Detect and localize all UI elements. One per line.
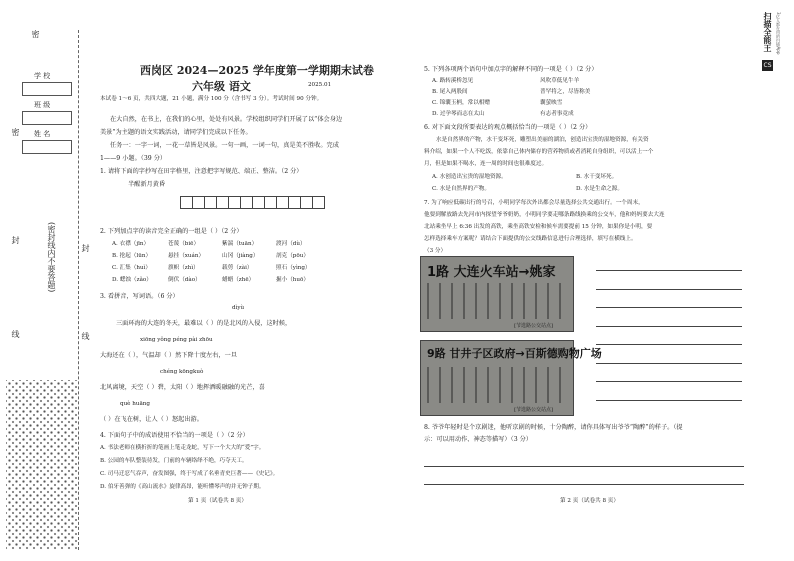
bus-route-9-title: 9路 甘井子区政府→百斯德购物广场 (427, 347, 602, 360)
name-field (22, 140, 72, 154)
question-8-answer-line-1[interactable] (424, 466, 744, 467)
question-2-option-cell: 倒伏（dào） (168, 277, 201, 283)
question-8-line-1: 8. 爷爷年轻时是个京剧迷，他听京剧的时候，十分陶醉，请你具体写出爷爷“陶醉”的样子。（提 (424, 424, 683, 431)
bus-route-9-stops (427, 367, 567, 403)
bus-route-1-title: 1路 大连火车站→姚家 (427, 265, 556, 280)
question-3-pinyin-3: chéng kōngkuò (160, 369, 204, 375)
question-2-option-cell: 掘小（huō） (276, 277, 309, 283)
question-1: 1. 请将下面的字抄写在田字格里，注意把字写规范、端正、整洁。（2 分） (100, 168, 303, 175)
question-5-option-cell: A. 路转溪桥忽见 (432, 78, 474, 84)
question-2-option-cell: D. 蟋蚀（zǎo） (112, 277, 152, 283)
scanner-watermark (760, 10, 786, 100)
question-7-answer-line[interactable] (596, 326, 742, 327)
question-7-line-1: 7. 为了响应低碳出行的号召，小明同学每次外出都会尽量选择公共交通出行。一个周末， (424, 200, 644, 206)
question-3-line-4: （ ）在飞在树，让人（ ）怒起出游。 (100, 416, 203, 423)
question-6-option-c: C. 水是自然界的产物。 (432, 186, 490, 192)
seal-mark-xian: 线 (11, 330, 20, 338)
page-2-footer: 第 2 页（试卷共 8 页） (560, 498, 619, 504)
question-5-option-cell: D. 过孕琴而志在太山 (432, 111, 485, 117)
question-3-line-2: 大海还在（ ），气温却（ ）然下降十度左右，一旦 (100, 352, 237, 359)
question-6: 6. 对下面文段所要表达的观点概括恰当的一项是（ ）（2 分） (424, 124, 592, 131)
question-5: 5. 下列各项两个语句中加点字的解释不同的一项是（ ）（2 分） (424, 66, 598, 73)
question-6-option-b: B. 水干变坏死。 (576, 174, 618, 180)
bus-route-1-image (420, 256, 574, 332)
exam-subject: 六年级 语文 (192, 80, 251, 93)
question-6-option-d: D. 水是生命之源。 (576, 186, 623, 192)
question-7-answer-line[interactable] (596, 307, 742, 308)
question-2-option-cell: 渡河（dù） (276, 241, 306, 247)
question-2-option-cell: 旗帜（zhì） (168, 265, 199, 271)
question-3-line-3: 北风离境，天空（ ）碧，太阳（ ）地挥洒暖融融的光芒，喜 (100, 384, 265, 391)
question-5-option-cell: 普罕将之，尽皆称美 (540, 89, 591, 95)
question-5-option-cell: 囊萤映雪 (540, 100, 563, 106)
question-2-option-cell: 载剪（zài） (222, 265, 253, 271)
tianzige-grid-row-1[interactable] (180, 196, 325, 209)
seal-mark-top: 密 (31, 30, 40, 38)
question-2-option-cell: B. 抢起（lūn） (112, 253, 152, 259)
question-2-option-cell: C. 汇集（huì） (112, 265, 152, 271)
question-2: 2. 下列加点字的读音完全正确的一组是（ ）（2 分） (100, 228, 243, 235)
task-one-line-1: 任务一：一字一词，一花一草皆是风景。一句一画，一词一句，真是美不胜收。完成 (110, 142, 339, 149)
seal-line (78, 30, 79, 550)
exam-date: 2025.01 (308, 82, 332, 88)
scanner-app-tagline: 3亿人都在用的扫描App (776, 12, 781, 55)
question-7-answer-line[interactable] (596, 400, 742, 401)
question-3-pinyin-1: dìyù (232, 305, 245, 311)
question-1-text: 半醒新月黄昏 (128, 181, 166, 188)
seal-mark-feng-2: 封 (81, 244, 90, 252)
bus-route-9-image (420, 340, 602, 416)
question-7-answer-line[interactable] (596, 270, 742, 271)
task-one-line-2: 1——9 小题。（39 分） (100, 155, 167, 162)
question-2-option-cell: A. 衣襟（jīn） (112, 241, 150, 247)
bus-route-1-footer: [节选路公交站点] (514, 323, 553, 329)
scan-noise-pattern (6, 380, 78, 550)
school-label: 学 校 (34, 72, 51, 80)
question-2-option-cell: 悬挂（xuán） (168, 253, 205, 259)
bus-route-1-stops (427, 283, 567, 319)
intro-line-2: 美景”为主题的语文实践活动，请同学们完成以下任务。 (100, 129, 252, 136)
name-label: 姓 名 (34, 130, 51, 138)
question-3-line-1: 三面环海的大连的冬天，最难以（ ）的是北风的入侵，这时候， (116, 320, 292, 327)
question-7-line-4: 怎样选择乘车方案呢？请结合下面提供的公交线路信息进行合理选择，填写在横线上。 (424, 236, 637, 242)
question-4-option-b: B. 公园的车队整装待发，门前的车辆络绎不绝，巧夺天工。 (100, 458, 248, 464)
question-5-option-cell: 风吹草低见牛羊 (540, 78, 580, 84)
scanner-logo-icon: CS (763, 62, 772, 69)
question-3: 3. 看拼音，写词语。（6 分） (100, 293, 179, 300)
question-2-option-cell: 蜡蜡（zhē） (222, 277, 255, 283)
question-4-option-c: C. 司马迁忍气吞声，奋发图强，终于写成了名垂青史巨著——《史记》。 (100, 471, 279, 477)
question-8-line-2: 示：可以用动作、神态等描写）（3 分） (424, 436, 532, 443)
question-7-line-2: 他要到解放路去先河市内探望爷爷奶奶，小明同学要走哪条路线换乘的公交车，他和妈妈要去大连 (424, 212, 665, 218)
question-6-para-1: 水是自然界的产物，水干变坏死，雕塑出美丽的湖泊，创造出宝贵的湿地资源，有关资 (436, 137, 649, 143)
question-4: 4. 下面句子中的成语使用不恰当的一项是（ ）（2 分） (100, 432, 249, 439)
question-6-para-3: 月，但是如果不喝水，连一周的时间也很难度过。 (424, 161, 548, 167)
question-7-answer-line[interactable] (596, 381, 742, 382)
scanner-app-name: 扫描全能王 (763, 12, 772, 52)
bus-route-9-footer: [节选路公交站点] (514, 407, 553, 413)
question-8-answer-line-2[interactable] (424, 484, 744, 485)
seal-notice: (密封线内不要答题) (47, 222, 56, 293)
question-2-option-cell: 照石（yìng） (276, 265, 311, 271)
class-label: 班 级 (34, 101, 51, 109)
class-field (22, 111, 72, 125)
question-5-option-cell: C. 锦囊玉柄，常以相赠 (432, 100, 490, 106)
question-4-option-d: D. 伯牙善弹的《高山流水》旋律高昂，能听懂琴声的并无钟子期。 (100, 484, 265, 490)
question-7-line-3: 北站乘坐早上 6:36 出发的高铁，乘坐高铁安检和候车需要提前 15 分钟，如果你是小明，要 (424, 224, 653, 230)
question-6-para-2: 料介绍，如果一个人不吃饭，依靠自己体内储存的营养物质或者消耗自身组织，可以活上一个 (424, 149, 654, 155)
question-7-line-5: （3 分） (424, 248, 447, 254)
question-4-option-a: A. 书法老师在横折折的笔画上笔走龙蛇，写下一个大大的“爱”字。 (100, 445, 265, 451)
exam-instructions: 本试卷 1～6 页，共四大题，21 小题，满分 100 分（含书写 3 分）。考试时间 90 分钟。 (100, 96, 323, 102)
question-2-option-cell: 紫湍（tuān） (222, 241, 258, 247)
seal-mark-xian-2: 线 (81, 332, 90, 340)
question-5-option-cell: 有志者事竟成 (540, 111, 574, 117)
seal-mark-mid: 密 (11, 128, 20, 136)
question-6-option-a: A. 水创造出宝贵的湿地资源。 (432, 174, 507, 180)
question-7-answer-line[interactable] (596, 344, 742, 345)
question-3-pinyin-4: què huāng (120, 401, 150, 407)
question-5-option-cell: B. 尾入两股间 (432, 89, 468, 95)
question-2-option-cell: 剖克（pōu） (276, 253, 309, 259)
exam-title: 西岗区 2024—2025 学年度第一学期期末试卷 (140, 64, 374, 77)
page-1-footer: 第 1 页（试卷共 8 页） (188, 498, 247, 504)
question-2-option-cell: 山冈（jiàng） (222, 253, 259, 259)
question-3-pinyin-2: xiōng yǒng péng pài zhōu (140, 337, 213, 343)
question-7-answer-line[interactable] (596, 289, 742, 290)
question-2-option-cell: 苍蔑（biē） (168, 241, 200, 247)
school-field (22, 82, 72, 96)
intro-line-1: 在大自然，在书上，在我们的心里，处处有风景。学校组织同学们开展了以“体会身边 (110, 116, 343, 123)
seal-mark-feng: 封 (11, 236, 20, 244)
question-7-answer-line[interactable] (596, 363, 742, 364)
